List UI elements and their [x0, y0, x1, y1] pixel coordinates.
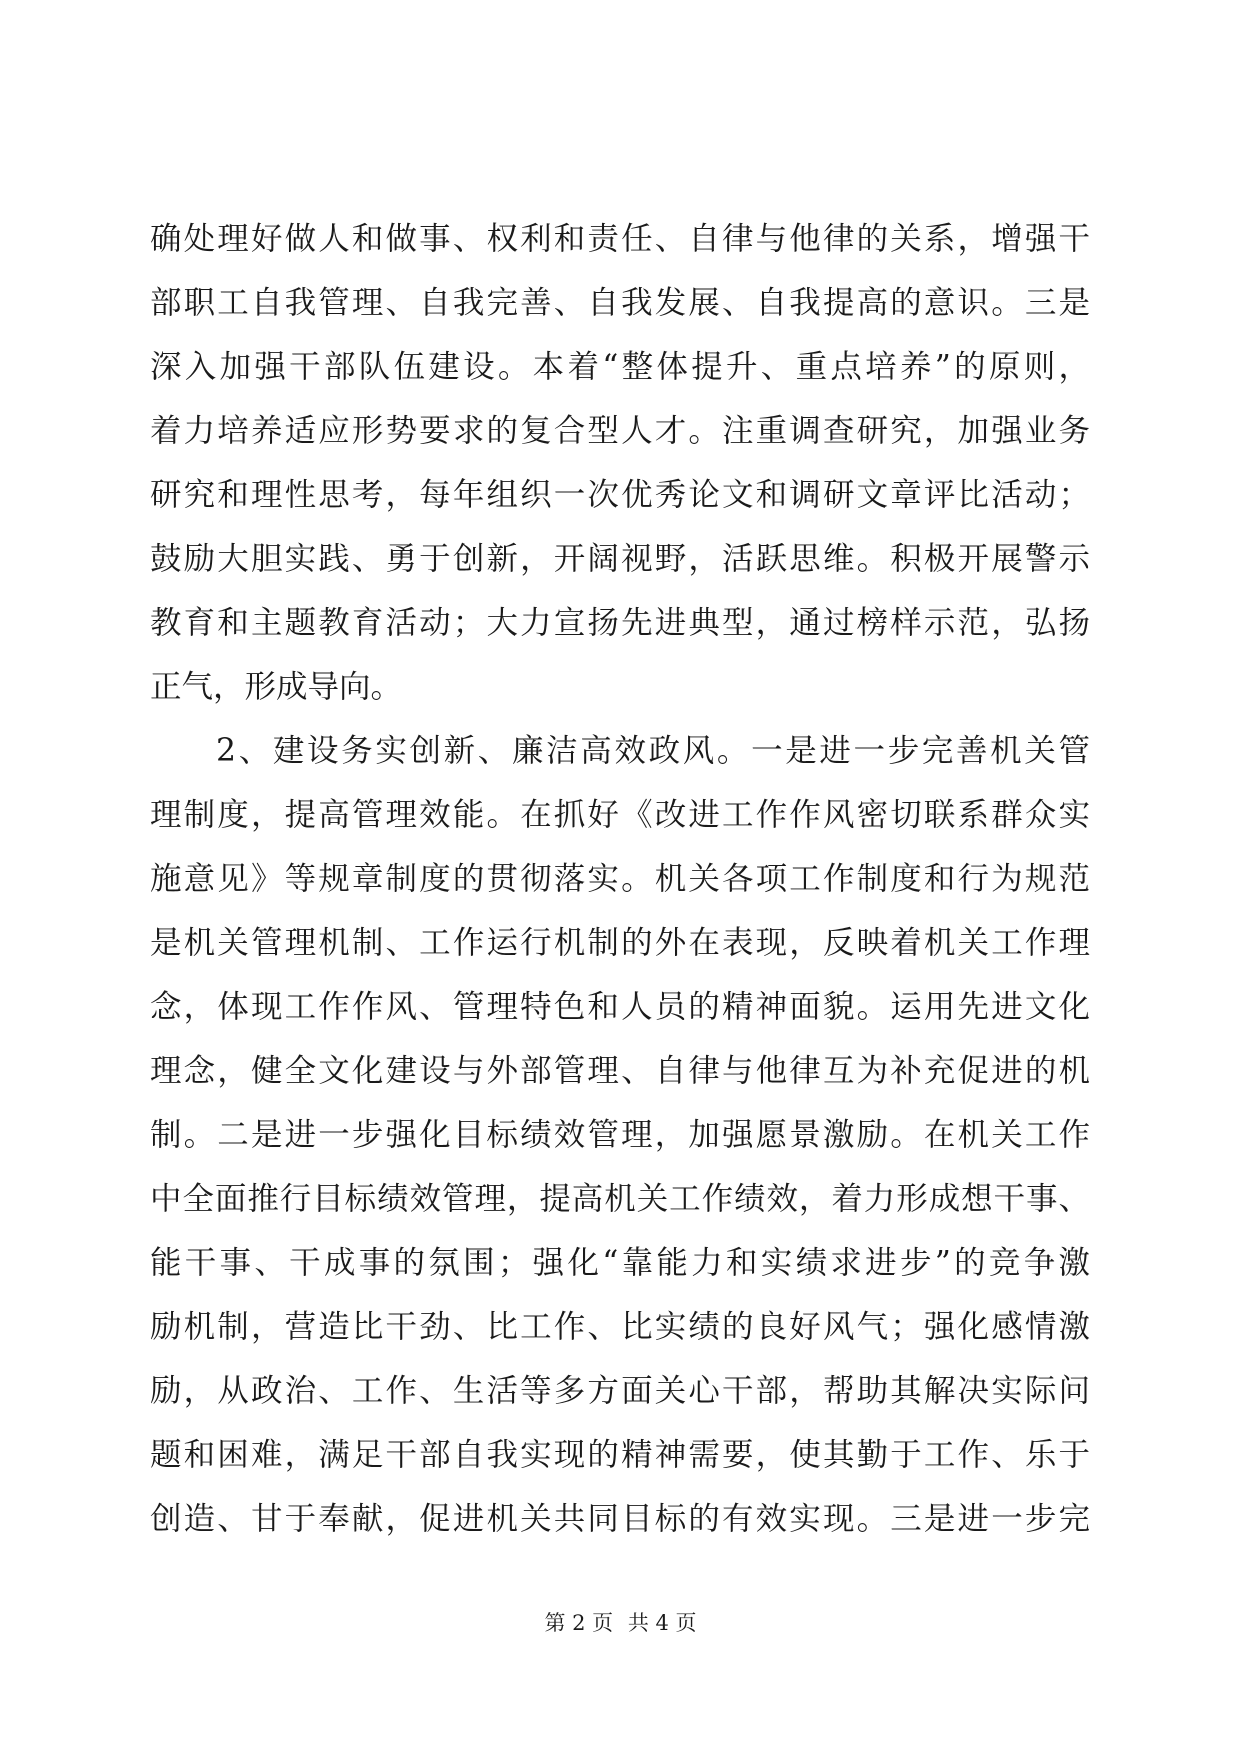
text-line: 教育和主题教育活动；大力宣扬先进典型，通过榜样示范，弘扬: [150, 605, 1090, 641]
text-line: 题和困难，满足干部自我实现的精神需要，使其勤于工作、乐于: [150, 1437, 1090, 1473]
text-line: 创造、甘于奉献，促进机关共同目标的有效实现。三是进一步完: [150, 1501, 1090, 1537]
text-line: 是机关管理机制、工作运行机制的外在表现，反映着机关工作理: [150, 925, 1090, 961]
text-line: 制。二是进一步强化目标绩效管理，加强愿景激励。在机关工作: [150, 1117, 1090, 1153]
body-text: [150, 207, 1090, 1551]
text-line: 确处理好做人和做事、权利和责任、自律与他律的关系，增强干: [150, 221, 1090, 257]
text-line: 正气，形成导向。: [150, 669, 403, 705]
text-line: 深入加强干部队伍建设。本着“整体提升、重点培养”的原则，: [150, 349, 1090, 385]
text-line: 着力培养适应形势要求的复合型人才。注重调查研究，加强业务: [150, 413, 1090, 449]
text-line: 2、建设务实创新、廉洁高效政风。一是进一步完善机关管: [216, 733, 1090, 769]
text-line: 能干事、干成事的氛围；强化“靠能力和实绩求进步”的竞争激: [150, 1245, 1090, 1281]
text-line: 鼓励大胆实践、勇于创新，开阔视野，活跃思维。积极开展警示: [150, 541, 1090, 577]
page-number: 第 2 页: [544, 1611, 614, 1635]
text-line: 理念，健全文化建设与外部管理、自律与他律互为补充促进的机: [150, 1053, 1090, 1089]
text-line: 励，从政治、工作、生活等多方面关心干部，帮助其解决实际问: [150, 1373, 1090, 1409]
text-line: 研究和理性思考，每年组织一次优秀论文和调研文章评比活动；: [150, 477, 1090, 513]
page-total: 共 4 页: [627, 1611, 697, 1635]
text-line: 念，体现工作作风、管理特色和人员的精神面貌。运用先进文化: [150, 989, 1090, 1025]
text-line: 部职工自我管理、自我完善、自我发展、自我提高的意识。三是: [150, 285, 1090, 321]
page-footer: [0, 1608, 1241, 1638]
text-line: 施意见》等规章制度的贯彻落实。机关各项工作制度和行为规范: [150, 861, 1090, 897]
text-line: 励机制，营造比干劲、比工作、比实绩的良好风气；强化感情激: [150, 1309, 1090, 1345]
text-line: 理制度，提高管理效能。在抓好《改进工作作风密切联系群众实: [150, 797, 1090, 833]
text-line: 中全面推行目标绩效管理，提高机关工作绩效，着力形成想干事、: [150, 1181, 1090, 1217]
